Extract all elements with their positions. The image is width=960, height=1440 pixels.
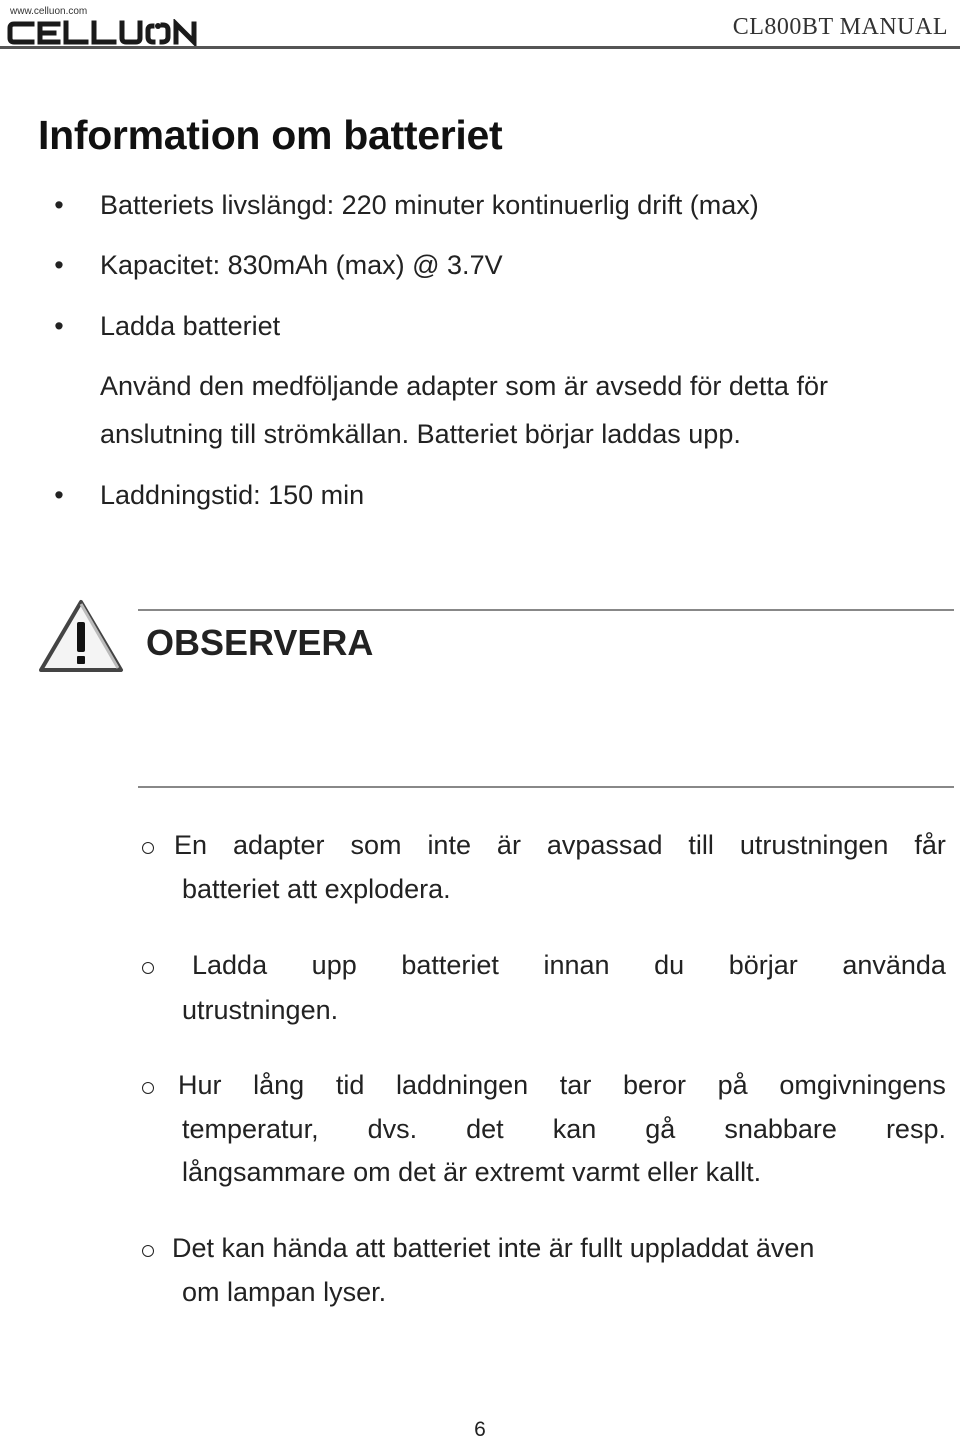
word: temperatur, — [182, 1114, 319, 1144]
notice-item-1-line2: batteriet att explodera. — [182, 874, 451, 904]
page-number: 6 — [474, 1418, 486, 1440]
header-divider — [0, 46, 960, 49]
manual-title: CL800BT MANUAL — [732, 14, 948, 40]
notice-heading: OBSERVERA — [146, 622, 374, 663]
logo-wordmark — [6, 19, 211, 47]
word: Ladda — [192, 950, 268, 980]
battery-life-text: Batteriets livslängd: 220 minuter kontinuerlig drift (max) — [100, 190, 759, 220]
notice-bottom-divider — [138, 786, 954, 788]
word: till — [688, 830, 714, 860]
word: dvs. — [367, 1114, 418, 1144]
word: gå — [645, 1114, 676, 1144]
circle-bullet-icon — [142, 1245, 154, 1257]
word: snabbare — [724, 1114, 837, 1144]
word: du — [654, 950, 685, 980]
notice-top-divider — [138, 609, 954, 611]
word: utrustningen — [739, 830, 889, 860]
word: En — [174, 830, 208, 860]
notice-item-3-line3: långsammare om det är extremt varmt eller kallt. — [182, 1157, 762, 1187]
word: batteriet — [401, 950, 499, 980]
word: på — [717, 1070, 748, 1100]
circle-bullet-icon — [142, 1082, 154, 1094]
word: resp. — [885, 1114, 946, 1144]
circle-bullet-icon — [142, 842, 154, 854]
charge-heading: Ladda batteriet — [100, 311, 281, 341]
word: laddningen — [396, 1070, 529, 1100]
bullet-icon: • — [54, 480, 64, 510]
notice-item-4-line2: om lampan lyser. — [182, 1277, 387, 1307]
notice-item-2-line2: utrustningen. — [182, 995, 339, 1025]
word: lång — [253, 1070, 305, 1100]
page-title: Information om batteriet — [38, 112, 503, 158]
word: kan — [552, 1114, 597, 1144]
notice-item-1-line1 — [174, 830, 946, 861]
notice-item-3-line2 — [182, 1114, 946, 1145]
bullet-icon: • — [54, 250, 64, 280]
word: tid — [335, 1070, 365, 1100]
word: är — [496, 830, 521, 860]
word: får — [914, 830, 946, 860]
word: upp — [311, 950, 357, 980]
bullet-icon: • — [54, 190, 64, 220]
word: som — [350, 830, 402, 860]
charge-instructions-line1: Använd den medföljande adapter som är avsedd för detta för — [100, 371, 828, 401]
word: omgivningens — [779, 1070, 946, 1100]
capacity-text: Kapacitet: 830mAh (max) @ 3.7V — [100, 250, 503, 280]
word: det — [466, 1114, 504, 1144]
notice-item-3-line1 — [178, 1070, 946, 1101]
notice-item-2-line1 — [192, 950, 946, 981]
circle-bullet-icon — [142, 962, 154, 974]
charge-instructions-line2: anslutning till strömkällan. Batteriet börjar laddas upp. — [100, 419, 741, 449]
word: använda — [842, 950, 946, 980]
word: avpassad — [546, 830, 663, 860]
logo-url: www.celluon.com — [10, 6, 88, 17]
word: börjar — [728, 950, 798, 980]
word: tar — [559, 1070, 592, 1100]
celluon-logo — [6, 6, 211, 46]
charge-time-text: Laddningstid: 150 min — [100, 480, 365, 510]
word: beror — [622, 1070, 686, 1100]
bullet-icon: • — [54, 311, 64, 341]
page-header — [0, 0, 960, 50]
warning-icon — [38, 598, 124, 674]
word: inte — [427, 830, 471, 860]
word: innan — [543, 950, 610, 980]
word: Hur — [178, 1070, 222, 1100]
word: adapter — [232, 830, 325, 860]
notice-item-4-line1: Det kan hända att batteriet inte är fullt uppladdat även — [172, 1233, 815, 1263]
